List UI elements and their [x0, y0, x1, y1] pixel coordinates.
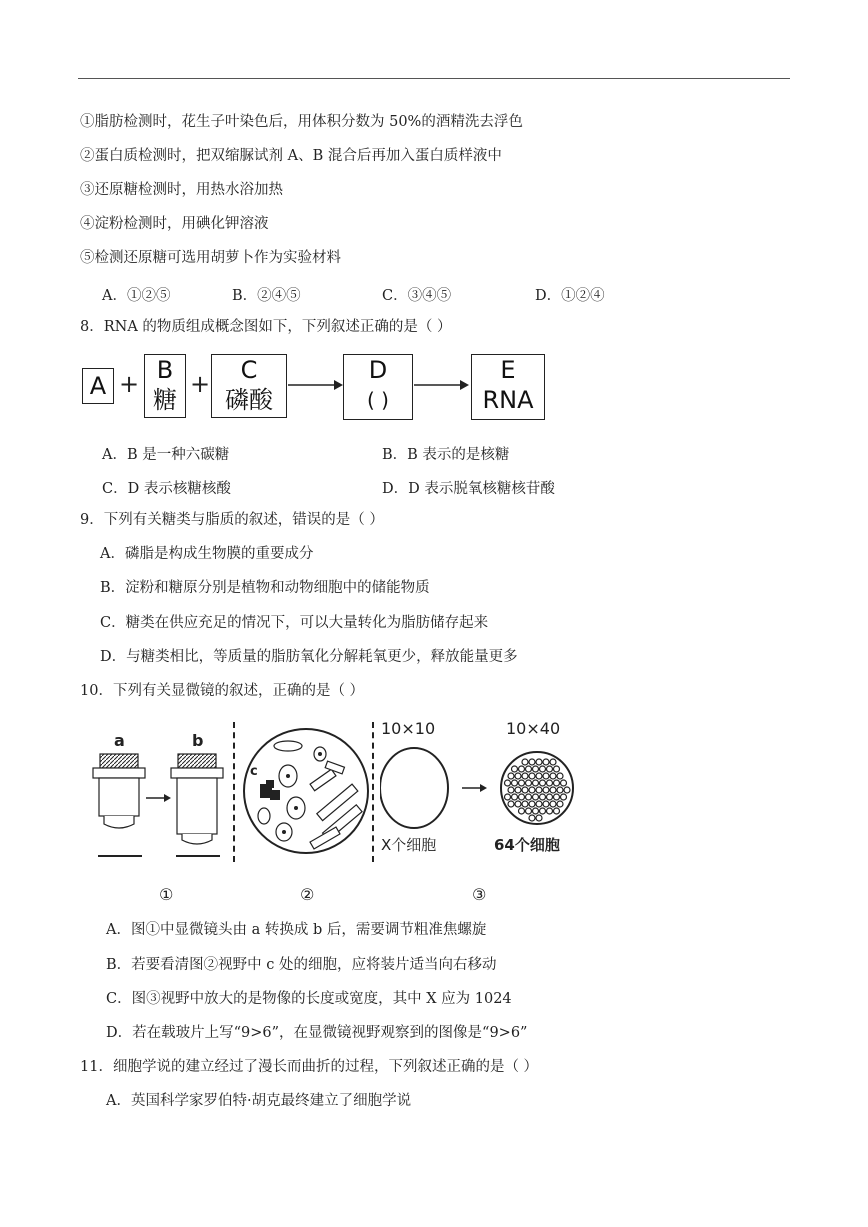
q9-stem: 9．下列有关糖类与脂质的叙述，错误的是（ ）: [80, 512, 384, 528]
cells-count-low: X个细胞: [381, 836, 437, 854]
q10-option-b: B．若要看清图②视野中 c 处的细胞，应将装片适当向右移动: [106, 957, 497, 973]
label-c: c: [250, 764, 258, 779]
q7-option-c: C．③④⑤: [382, 288, 452, 304]
q10-stem: 10．下列有关显微镜的叙述，正确的是（ ）: [80, 683, 365, 699]
q8-option-b: B．B 表示的是核糖: [382, 447, 510, 463]
field-of-view-illustration: [240, 724, 370, 858]
q9-option-c: C．糖类在供应充足的情况下，可以大量转化为脂肪储存起来: [100, 615, 489, 631]
plus-sign-2: +: [190, 370, 211, 398]
panel-divider-2: [372, 722, 374, 862]
statement-5: ⑤检测还原糖可选用胡萝卜作为实验材料: [80, 250, 341, 266]
q8-stem: 8．RNA 的物质组成概念图如下，下列叙述正确的是（ ）: [80, 319, 452, 335]
magnification-comparison-illustration: [380, 746, 580, 832]
panel-number-2: ②: [300, 885, 315, 904]
q11-option-a: A．英国科学家罗伯特·胡克最终建立了细胞学说: [106, 1093, 412, 1109]
box-d: D ( ): [343, 354, 413, 420]
q7-option-b: B．②④⑤: [232, 288, 301, 304]
box-a: A: [82, 368, 114, 404]
q10-option-a: A．图①中显微镜头由 a 转换成 b 后，需要调节粗准焦螺旋: [106, 922, 487, 938]
box-b: B 糖: [144, 354, 186, 418]
panel-number-1: ①: [159, 885, 174, 904]
arrow-c-to-d: [288, 378, 344, 392]
statement-2: ②蛋白质检测时，把双缩脲试剂 A、B 混合后再加入蛋白质样液中: [80, 148, 502, 164]
statement-1: ①脂肪检测时，花生子叶染色后，用体积分数为 50%的酒精洗去浮色: [80, 114, 523, 130]
plus-sign-1: +: [119, 370, 140, 398]
arrow-d-to-e: [414, 378, 470, 392]
label-a: a: [114, 731, 125, 750]
q10-option-c: C．图③视野中放大的是物像的长度或宽度，其中 X 应为 1024: [106, 991, 512, 1007]
q8-option-a: A．B 是一种六碳糖: [102, 447, 230, 463]
q8-option-d: D．D 表示脱氧核糖核苷酸: [382, 481, 555, 497]
statement-3: ③还原糖检测时，用热水浴加热: [80, 182, 283, 198]
magnification-high: 10×40: [506, 719, 561, 738]
q9-option-d: D．与糖类相比，等质量的脂肪氧化分解耗氧更少，释放能量更多: [100, 649, 518, 665]
box-c: C 磷酸: [211, 354, 287, 418]
header-rule: [78, 78, 790, 79]
magnification-low: 10×10: [381, 719, 436, 738]
q9-option-b: B．淀粉和糖原分别是植物和动物细胞中的储能物质: [100, 580, 430, 596]
statement-4: ④淀粉检测时，用碘化钾溶液: [80, 216, 269, 232]
cells-count-high: 64个细胞: [494, 836, 560, 854]
q11-stem: 11．细胞学说的建立经过了漫长而曲折的过程，下列叙述正确的是（ ）: [80, 1059, 539, 1075]
q7-option-a: A．①②⑤: [102, 288, 171, 304]
panel-number-3: ③: [472, 885, 487, 904]
q8-option-c: C．D 表示核糖核酸: [102, 481, 231, 497]
box-e: E RNA: [471, 354, 545, 420]
q9-option-a: A．磷脂是构成生物膜的重要成分: [100, 546, 314, 562]
label-b: b: [192, 731, 204, 750]
q7-option-d: D．①②④: [535, 288, 605, 304]
q10-option-d: D．若在载玻片上写“9>6”，在显微镜视野观察到的图像是“9>6”: [106, 1025, 528, 1041]
objective-lenses-illustration: [90, 752, 230, 860]
panel-divider-1: [233, 722, 235, 862]
